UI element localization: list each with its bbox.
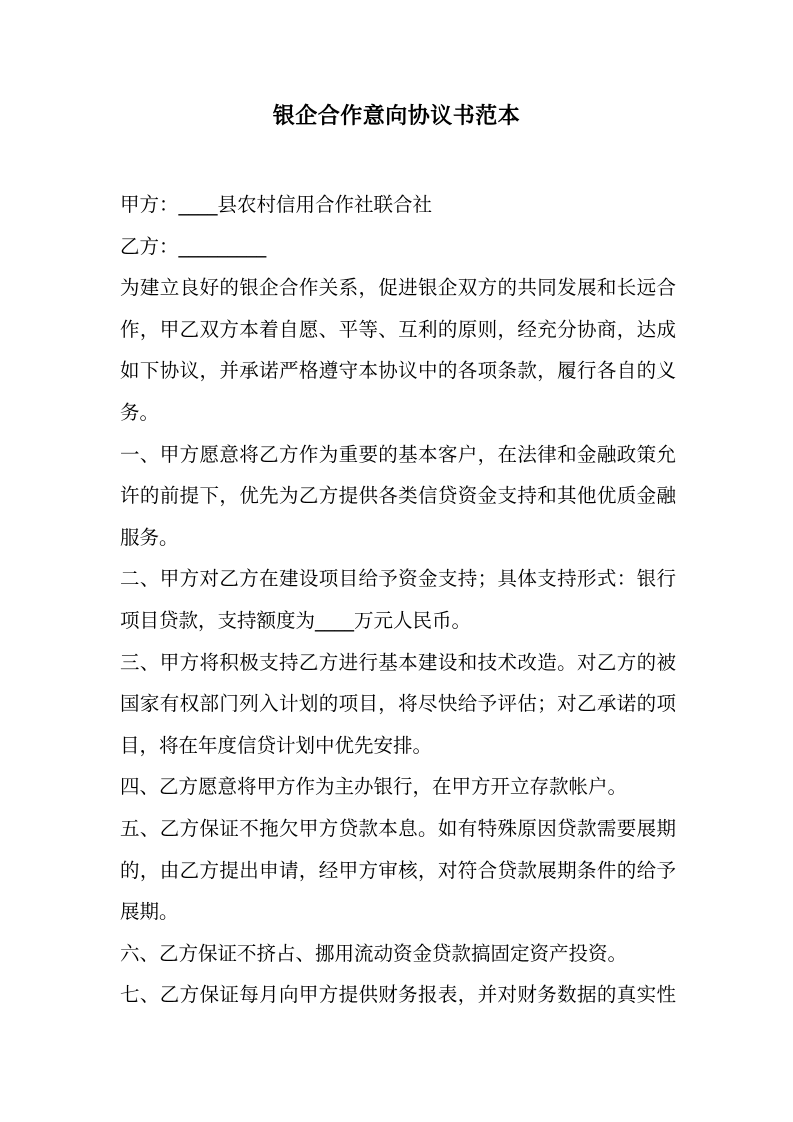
body-line: 六、乙方保证不挤占、挪用流动资金贷款搞固定资产投资。 (120, 941, 628, 965)
body-line: 七、乙方保证每月向甲方提供财务报表，并对财务数据的真实性 (120, 983, 676, 1007)
body-line: 国家有权部门列入计划的项目，将尽快给予评估；对乙承诺的项 (120, 692, 676, 716)
document-title: 银企合作意向协议书范本 (272, 104, 521, 129)
body-line: 三、甲方将积极支持乙方进行基本建设和技术改造。对乙方的被 (120, 650, 676, 674)
body-line: 二、甲方对乙方在建设项目给予资金支持；具体支持形式：银行 (120, 567, 676, 591)
body-line: 服务。 (120, 525, 179, 549)
body-line: 如下协议，并承诺严格遵守本协议中的各项条款，履行各自的义 (120, 359, 676, 383)
body-line: 作，甲乙双方本着自愿、平等、互利的原则，经充分协商，达成 (120, 317, 676, 341)
body-line: 为建立良好的银企合作关系，促进银企双方的共同发展和长远合 (120, 276, 676, 300)
document-body (120, 184, 676, 1016)
body-line: 目，将在年度信贷计划中优先安排。 (120, 733, 433, 757)
body-line: 乙方：_________ (120, 234, 267, 258)
body-line: 的，由乙方提出申请，经甲方审核，对符合贷款展期条件的给予 (120, 858, 676, 882)
body-line: 五、乙方保证不拖欠甲方贷款本息。如有特殊原因贷款需要展期 (120, 816, 676, 840)
body-line: 项目贷款，支持额度为____万元人民币。 (120, 608, 472, 632)
body-line: 甲方：____县农村信用合作社联合社 (120, 193, 433, 216)
body-line: 展期。 (120, 900, 179, 924)
body-line: 许的前提下，优先为乙方提供各类信贷资金支持和其他优质金融 (120, 484, 676, 508)
body-line: 一、甲方愿意将乙方作为重要的基本客户，在法律和金融政策允 (120, 442, 676, 466)
body-line: 四、乙方愿意将甲方作为主办银行，在甲方开立存款帐户。 (120, 775, 628, 799)
body-line: 务。 (120, 400, 160, 424)
